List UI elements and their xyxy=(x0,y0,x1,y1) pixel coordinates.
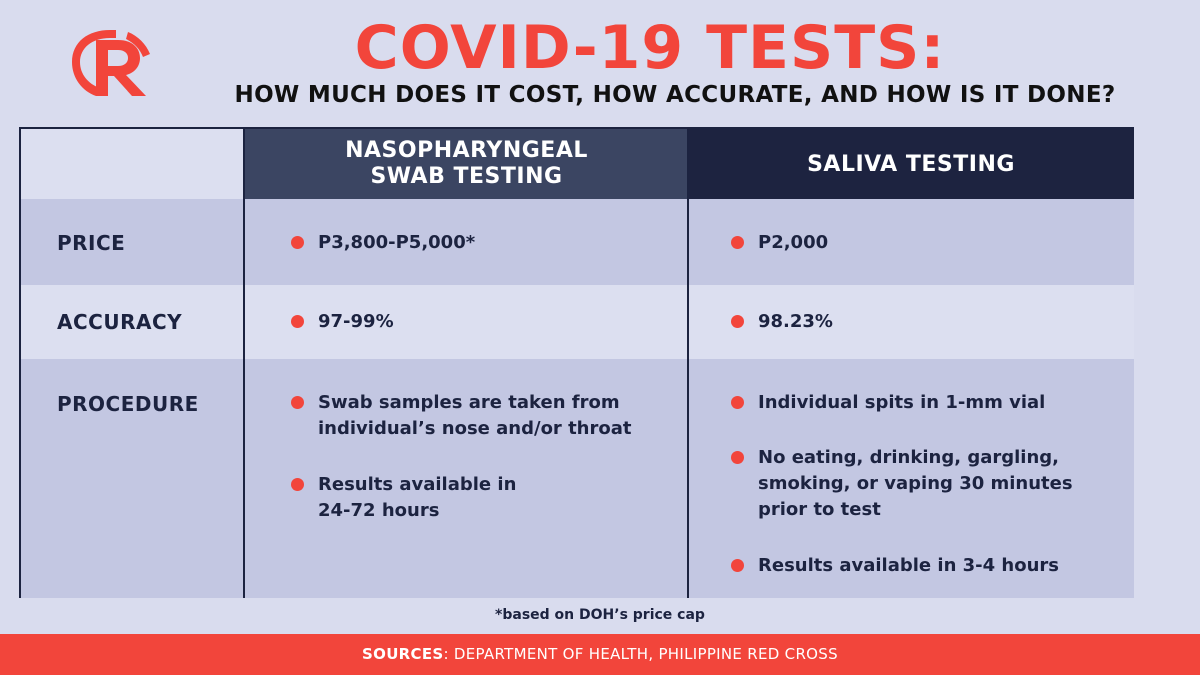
list-item xyxy=(731,553,1111,579)
accuracy-saliva-value: 98.23% xyxy=(758,311,833,332)
list-item xyxy=(731,309,833,335)
rappler-logo-icon xyxy=(66,26,156,98)
column-divider xyxy=(687,129,689,598)
page-title: COVID-19 TESTS: xyxy=(354,13,946,83)
column-header-saliva xyxy=(688,129,1134,199)
sources-label: SOURCES xyxy=(362,645,444,663)
price-saliva-value: P2,000 xyxy=(758,232,829,253)
bullet-dot-icon xyxy=(731,396,744,409)
bullet-dot-icon xyxy=(291,478,304,491)
row-label-accuracy: ACCURACY xyxy=(57,310,183,334)
bullet-dot-icon xyxy=(731,315,744,328)
bullet-dot-icon xyxy=(731,236,744,249)
procedure-saliva-step: Individual spits in 1-mm vial xyxy=(758,392,1046,413)
procedure-naso-step: Results available in 24-72 hours xyxy=(318,474,517,521)
bullet-dot-icon xyxy=(731,559,744,572)
row-label-procedure: PROCEDURE xyxy=(57,392,199,416)
price-label-cell xyxy=(21,199,245,285)
bullet-dot-icon xyxy=(291,315,304,328)
list-item xyxy=(291,309,394,335)
list-item xyxy=(731,445,1101,523)
bullet-dot-icon xyxy=(291,236,304,249)
column-header-saliva-label: SALIVA TESTING xyxy=(807,151,1015,177)
header-corner-cell xyxy=(21,129,245,199)
comparison-table xyxy=(19,127,1134,598)
bullet-dot-icon xyxy=(291,396,304,409)
sources-text: : DEPARTMENT OF HEALTH, PHILIPPINE RED CROSS xyxy=(443,645,838,663)
footnote: *based on DOH’s price cap xyxy=(495,607,705,623)
column-divider xyxy=(243,129,245,598)
column-header-nasopharyngeal xyxy=(245,129,688,199)
procedure-naso-step: Swab samples are taken from individual’s nose and/or throat xyxy=(318,392,632,439)
procedure-saliva-step: Results available in 3-4 hours xyxy=(758,555,1060,576)
list-item xyxy=(291,390,661,442)
procedure-saliva-step: No eating, drinking, gargling, smoking, or vaping 30 minutes prior to test xyxy=(758,447,1073,520)
list-item xyxy=(291,230,475,256)
list-item xyxy=(731,390,1091,416)
list-item xyxy=(291,472,541,524)
list-item xyxy=(731,230,828,256)
page-subtitle: HOW MUCH DOES IT COST, HOW ACCURATE, AND HOW IS IT DONE? xyxy=(234,82,1116,108)
bullet-dot-icon xyxy=(731,451,744,464)
price-naso-value: P3,800-P5,000* xyxy=(318,232,476,253)
column-header-nasopharyngeal-label: NASOPHARYNGEAL SWAB TESTING xyxy=(345,138,588,189)
accuracy-naso-value: 97-99% xyxy=(318,311,394,332)
sources-bar xyxy=(0,634,1200,675)
row-label-price: PRICE xyxy=(57,231,126,255)
